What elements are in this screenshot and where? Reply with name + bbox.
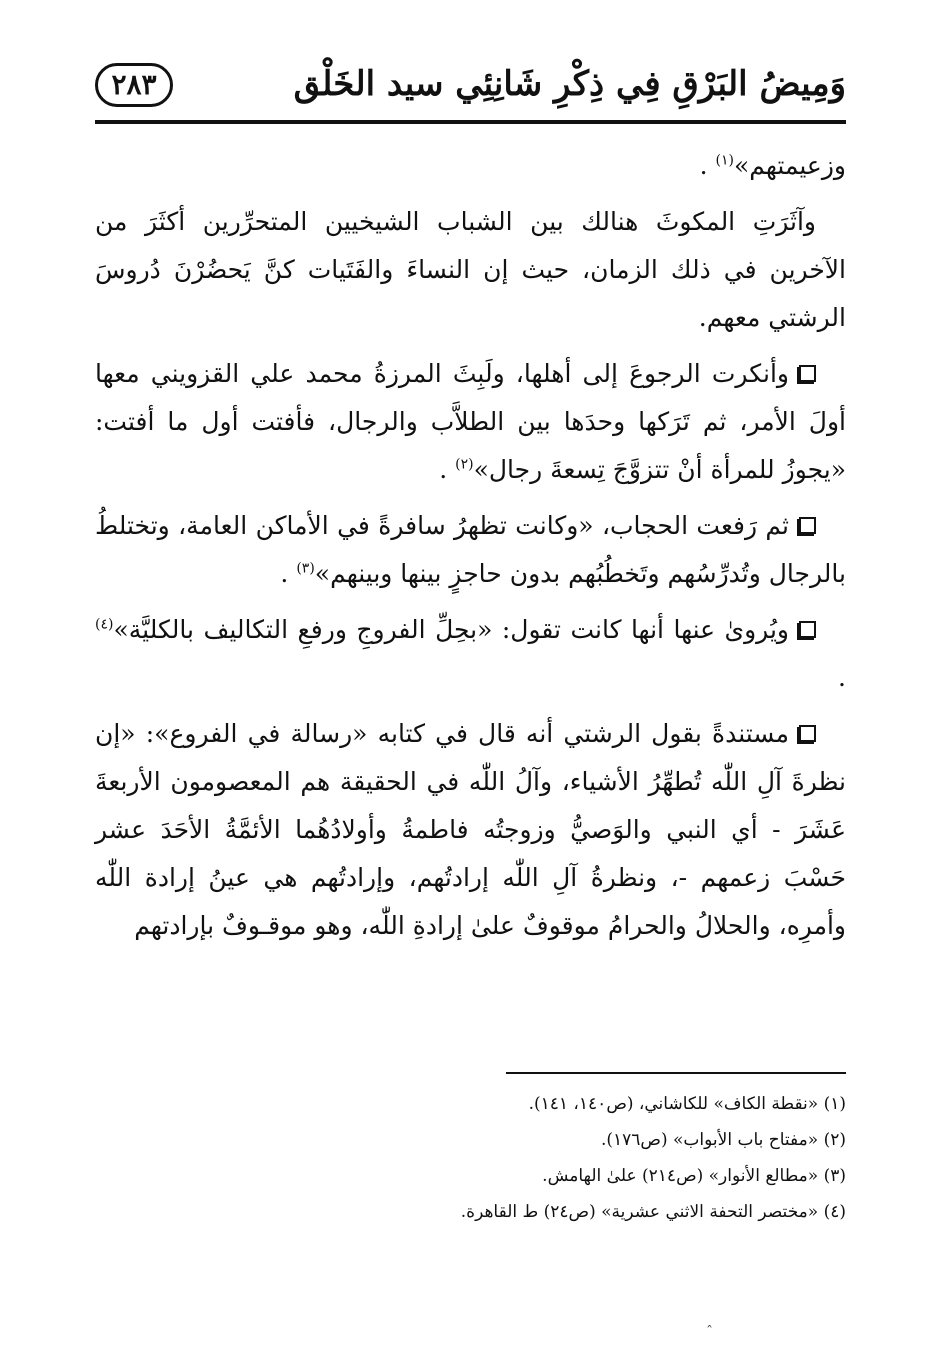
page-number: ٢٨٣ xyxy=(111,68,157,101)
paragraph-tail: . xyxy=(699,151,716,180)
paragraph-text: وأنكرت الرجوعَ إلى أهلها، ولَبِثَ المرزةُ محمد علي القزويني معها أولَ الأمر، ثم تَرَكها وحدَها بين الطلاَّب والرجال، فأفتت أول ما أفتت: «يجوزُ للمرأة أنْ تتزوَّجَ تِسعةَ رجال» xyxy=(95,359,846,484)
footnote-ref[interactable]: (٣) xyxy=(296,560,315,577)
square-bullet-icon xyxy=(799,725,816,742)
paragraph xyxy=(95,350,846,494)
page-number-badge xyxy=(95,63,173,107)
running-title: وَمِيضُ البَرْقِ فِي ذِكْرِ شَانِئِي سيد الخَلْق xyxy=(293,64,846,104)
paragraph-tail: . xyxy=(439,455,456,484)
square-bullet-icon xyxy=(799,517,816,534)
print-mark: ˆ xyxy=(706,1324,713,1340)
paragraph-text: ثم رَفعت الحجاب، «وكانت تظهرُ سافرةً في الأماكن العامة، وتختلطُ بالرجال وتُدرِّسُهم وتَخطُبُهم بدون حاجزٍ بينها وبينهم» xyxy=(95,511,846,588)
footnote: (١) «نقطة الكاف» للكاشاني، (ص١٤٠، ١٤١). xyxy=(528,1094,846,1114)
paragraph xyxy=(95,606,846,702)
footnote-ref[interactable]: (٢) xyxy=(455,456,474,473)
footnote: (٣) «مطالع الأنوار» (ص٢١٤) علىٰ الهامش. xyxy=(542,1166,846,1186)
paragraph-tail: . xyxy=(280,559,297,588)
footnote-separator xyxy=(506,1072,846,1074)
paragraph-text: وزعيمتهم» xyxy=(733,151,846,180)
footnote-ref[interactable]: (٤) xyxy=(95,616,114,633)
header-rule xyxy=(95,120,846,124)
footnote: (٢) «مفتاح باب الأبواب» (ص١٧٦). xyxy=(600,1130,846,1150)
footnote-ref[interactable]: (١) xyxy=(715,152,734,169)
paragraph-tail: . xyxy=(838,663,846,692)
paragraph xyxy=(95,198,846,342)
paragraph-text: ويُروىٰ عنها أنها كانت تقول: «بحِلِّ الفروجِ ورفعِ التكاليف بالكليَّة» xyxy=(113,615,789,644)
paragraph xyxy=(95,710,846,950)
paragraph-text: مستندةً بقول الرشتي أنه قال في كتابه «رسالة في الفروع»: «إن نظرةَ آلِ اللّٰه تُطهِّرُ الأشياء، وآلُ اللّٰه في الحقيقة هم المعصومون الأربعةَ عَشَرَ - أي النبي والوَصيُّ وزوجتُه فاطمةُ وأولادُهُما الأئمَّةُ الأحَدَ عشر حَسْبَ زعمهم -، ونظرةُ آلِ اللّٰه إرادتُهم، وإرادتُهم هي عينُ إرادة اللّٰه وأمرِه، والحلالُ والحرامُ موقوفٌ علىٰ إرادةِ اللّٰه، وهو موقـوفٌ بإرادتهم xyxy=(95,719,846,940)
square-bullet-icon xyxy=(799,621,816,638)
footnote: (٤) «مختصر التحفة الاثني عشرية» (ص٢٤) ط القاهرة. xyxy=(460,1202,846,1222)
paragraph xyxy=(95,502,846,598)
paragraph xyxy=(95,142,846,190)
square-bullet-icon xyxy=(799,365,816,382)
body-text xyxy=(95,142,846,958)
page-header xyxy=(95,58,846,124)
paragraph-text: وآثَرَتِ المكوثَ هنالك بين الشباب الشيخيين المتحرِّرين أكثَرَ من الآخرين في ذلك الزمان، حيث إن النساءَ والفَتَيات كنَّ يَحضُرْنَ دُروسَ الرشتي معهم. xyxy=(95,207,846,332)
footnotes xyxy=(95,1086,846,1230)
